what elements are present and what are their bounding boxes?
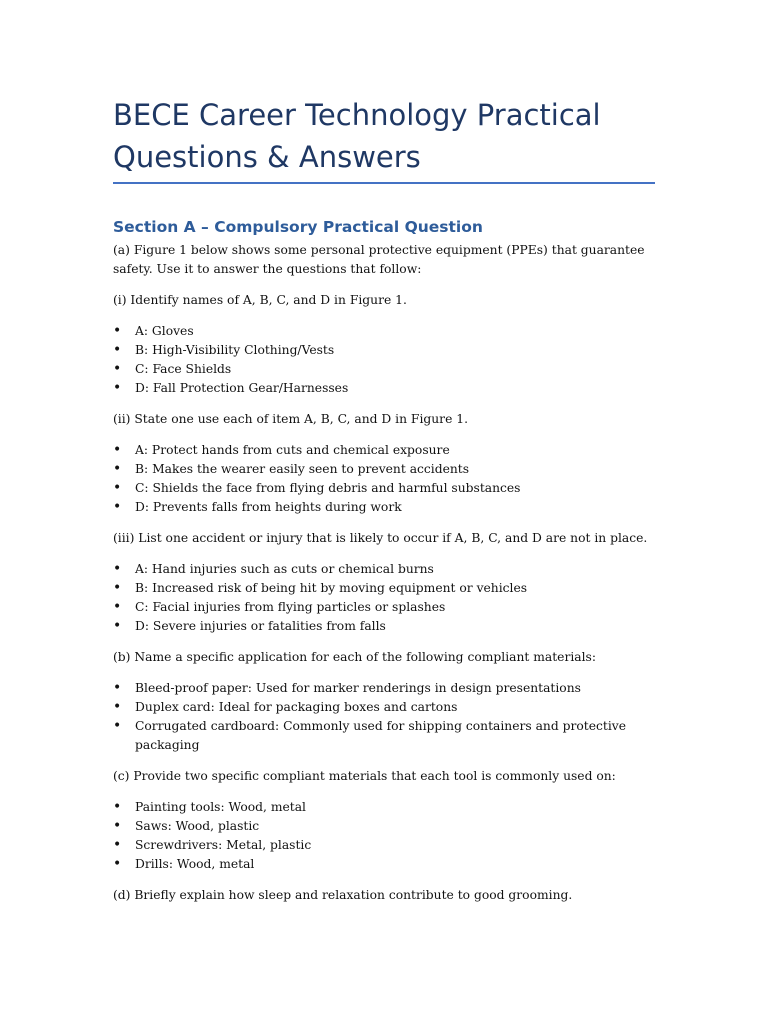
question-c: (c) Provide two specific compliant materials that each tool is commonly used on: xyxy=(113,769,616,783)
bullet-icon: • xyxy=(113,718,122,734)
question-b: (b) Name a specific application for each of the following compliant materials: xyxy=(113,650,596,664)
bullet-icon: • xyxy=(113,380,122,396)
document-title: BECE Career Technology Practical Questions & Answers xyxy=(113,98,601,174)
intro-paragraph: (a) Figure 1 below shows some personal protective equipment (PPEs) that guarantee safety. Use it to answer the questions that follow: xyxy=(113,243,645,276)
list-item: • C: Face Shields xyxy=(113,361,232,377)
list-item: • Saws: Wood, plastic xyxy=(113,818,260,834)
list-item: • D: Prevents falls from heights during work xyxy=(113,499,402,515)
bullet-icon: • xyxy=(113,818,122,834)
bullet-icon: • xyxy=(113,599,122,615)
list-item: • A: Hand injuries such as cuts or chemical burns xyxy=(113,561,434,577)
answer-list-c xyxy=(113,798,657,874)
bullet-icon: • xyxy=(113,561,122,577)
bullet-icon: • xyxy=(113,699,122,715)
list-item: • B: Increased risk of being hit by moving equipment or vehicles xyxy=(113,580,528,596)
document-page xyxy=(113,94,657,905)
list-item: • C: Facial injuries from flying particles or splashes xyxy=(113,599,446,615)
question-d: (d) Briefly explain how sleep and relaxation contribute to good grooming. xyxy=(113,888,573,902)
question-ii: (ii) State one use each of item A, B, C, and D in Figure 1. xyxy=(113,412,468,426)
bullet-icon: • xyxy=(113,323,122,339)
answer-list-i xyxy=(113,322,657,398)
question-iii: (iii) List one accident or injury that is likely to occur if A, B, C, and D are not in place. xyxy=(113,531,648,545)
list-item: • A: Gloves xyxy=(113,323,194,339)
question-i: (i) Identify names of A, B, C, and D in Figure 1. xyxy=(113,293,407,307)
section-heading: Section A – Compulsory Practical Question xyxy=(113,218,483,236)
bullet-icon: • xyxy=(113,618,122,634)
bullet-icon: • xyxy=(113,680,122,696)
list-item: • D: Fall Protection Gear/Harnesses xyxy=(113,380,349,396)
bullet-icon: • xyxy=(113,499,122,515)
bullet-icon: • xyxy=(113,580,122,596)
bullet-icon: • xyxy=(113,442,122,458)
title-underline xyxy=(113,182,655,184)
bullet-icon: • xyxy=(113,799,122,815)
bullet-icon: • xyxy=(113,837,122,853)
bullet-icon: • xyxy=(113,856,122,872)
list-item: • D: Severe injuries or fatalities from falls xyxy=(113,618,386,634)
answer-list-ii xyxy=(113,441,657,517)
list-item: • B: High-Visibility Clothing/Vests xyxy=(113,342,335,358)
list-item: • A: Protect hands from cuts and chemical exposure xyxy=(113,442,450,458)
bullet-icon: • xyxy=(113,342,122,358)
bullet-icon: • xyxy=(113,461,122,477)
list-item: • Screwdrivers: Metal, plastic xyxy=(113,837,312,853)
answer-list-b xyxy=(113,679,657,755)
list-item: • B: Makes the wearer easily seen to prevent accidents xyxy=(113,461,470,477)
bullet-icon: • xyxy=(113,361,122,377)
bullet-icon: • xyxy=(113,480,122,496)
list-item: • Drills: Wood, metal xyxy=(113,856,255,872)
answer-list-iii xyxy=(113,560,657,636)
list-item: • Corrugated cardboard: Commonly used for shipping containers and protective packaging xyxy=(113,718,626,752)
list-item: • Bleed-proof paper: Used for marker renderings in design presentations xyxy=(113,680,581,696)
list-item: • Duplex card: Ideal for packaging boxes and cartons xyxy=(113,699,458,715)
list-item: • Painting tools: Wood, metal xyxy=(113,799,306,815)
list-item: • C: Shields the face from flying debris and harmful substances xyxy=(113,480,521,496)
